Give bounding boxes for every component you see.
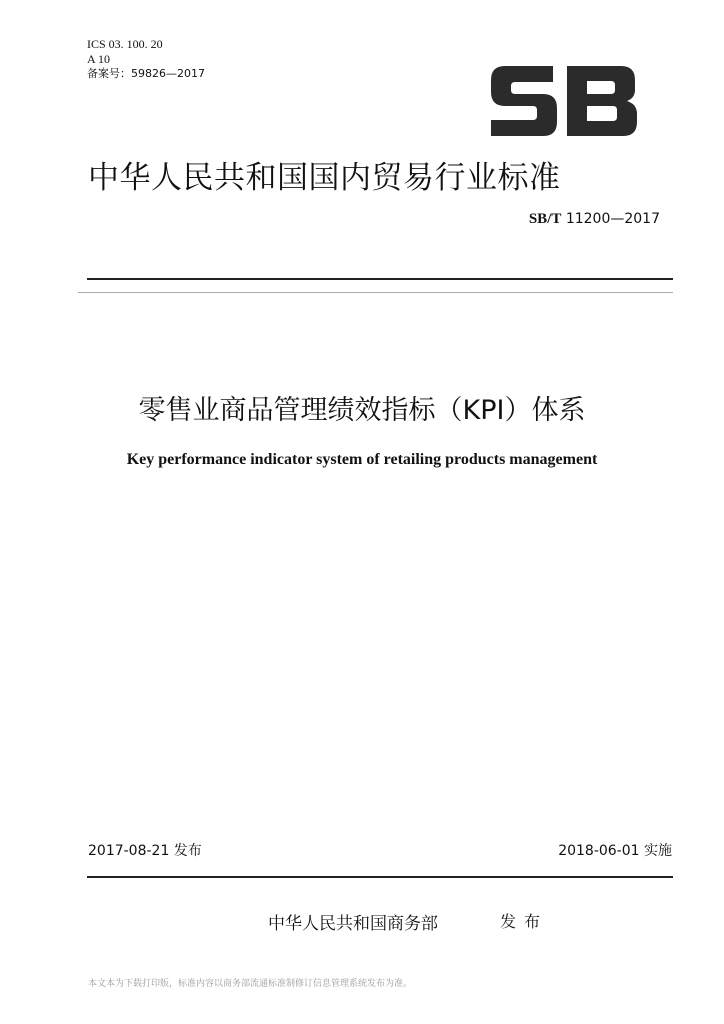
document-title-english: Key performance indicator system of retailing products management [126,451,598,468]
standard-category: 中华人民共和国国内贸易行业标准 [88,160,561,196]
footnote: 本文本为下载打印版，标准内容以商务部流通标准制修订信息管理系统发布为准。 [88,979,413,989]
issue-label: 发布 [500,912,549,931]
standard-code-number: 11200—2017 [561,211,660,227]
record-number: 备案号：59826—2017 [87,67,205,80]
standard-code-prefix: SB/T [528,211,562,227]
ics-code: ICS 03. 100. 20 [87,37,163,51]
sb-logo [487,60,640,142]
sb-logo-graphic [487,60,640,142]
issue-date: 2017-08-21 发布 [88,843,202,859]
classification-code: A 10 [87,52,111,66]
standard-code [529,211,660,228]
document-title: 零售业商品管理绩效指标（KPI）体系 [138,395,586,426]
implementation-date: 2018-06-01 实施 [558,843,672,859]
bottom-divider [87,876,673,878]
top-divider [87,278,673,280]
issuer-name: 中华人民共和国商务部 [268,914,438,934]
top-divider-thin [78,292,673,293]
